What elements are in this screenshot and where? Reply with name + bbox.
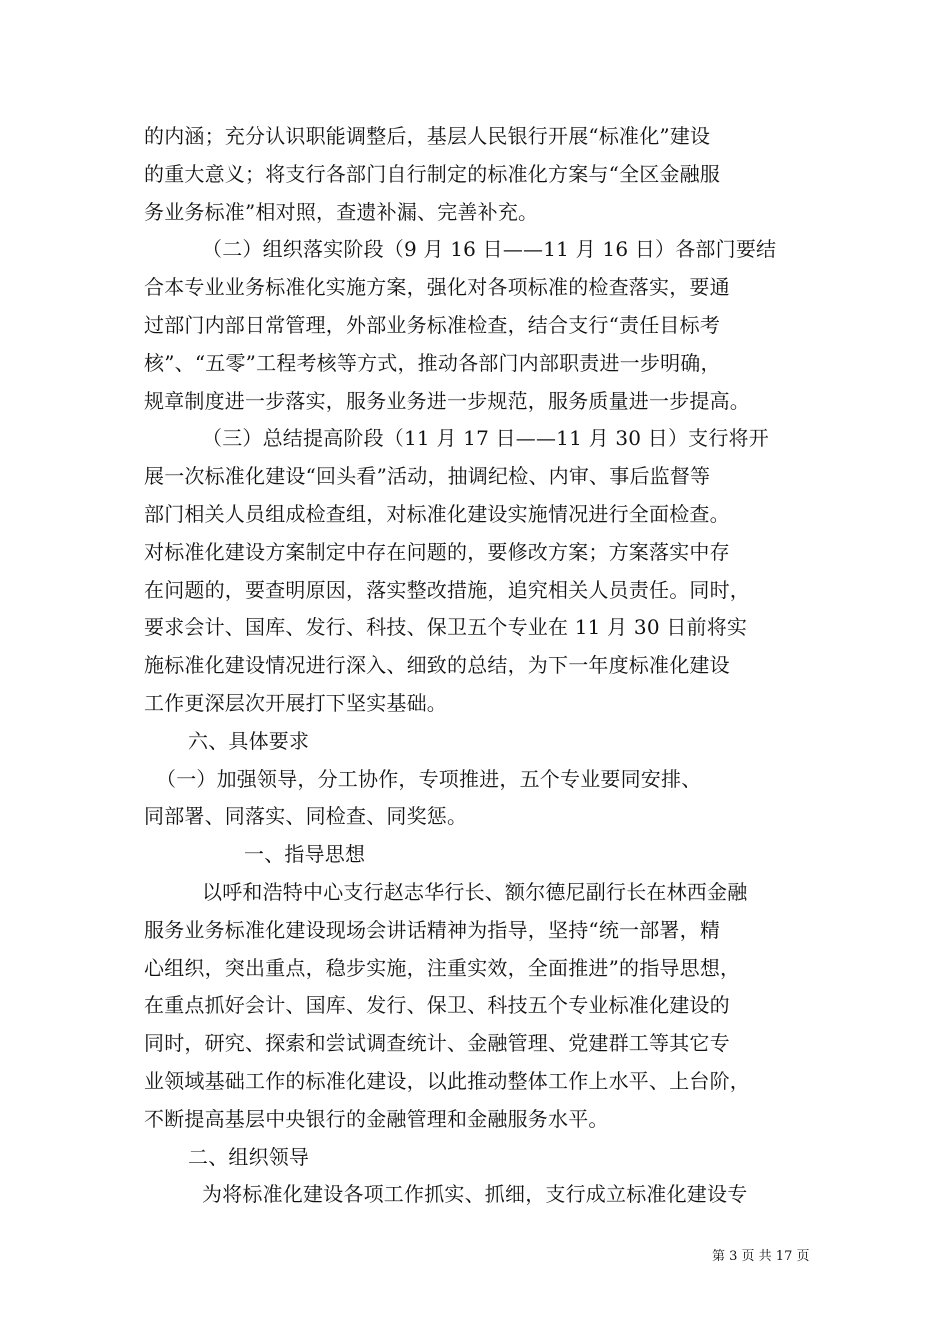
section-heading: 一、指导思想: [244, 842, 366, 867]
text-line: 过部门内部日常管理，外部业务标准检查，结合支行“责任目标考: [144, 312, 721, 337]
text-line: 服务业务标准化建设现场会讲话精神为指导，坚持“统一部署，精: [144, 917, 721, 942]
page-number-footer: 第 3 页 共 17 页: [712, 1249, 810, 1264]
text-line: 规章制度进一步落实，服务业务进一步规范，服务质量进一步提高。: [144, 388, 750, 413]
section-heading: 六、具体要求: [188, 728, 310, 753]
text-line: 对标准化建设方案制定中存在问题的，要修改方案；方案落实中存: [144, 539, 730, 564]
text-line: 业领域基础工作的标准化建设，以此推动整体工作上水平、上台阶，: [144, 1068, 750, 1093]
text-line: 同时，研究、探索和尝试调查统计、金融管理、党建群工等其它专: [144, 1031, 730, 1056]
text-line: 不断提高基层中央银行的金融管理和金融服务水平。: [144, 1106, 609, 1131]
paragraph-start-line: 为将标准化建设各项工作抓实、抓细，支行成立标准化建设专: [202, 1182, 748, 1207]
paragraph-start-line: （一）加强领导，分工协作，专项推进，五个专业要同安排、: [156, 766, 702, 791]
section-heading: 二、组织领导: [188, 1144, 310, 1169]
document-body: [144, 118, 824, 1214]
text-line: 工作更深层次开展打下坚实基础。: [144, 690, 447, 715]
text-line: 核”、“五零”工程考核等方式，推动各部门内部职责进一步明确，: [144, 350, 721, 375]
paragraph-start-line: （三）总结提高阶段（11 月 17 日——11 月 30 日）支行将开: [202, 426, 769, 451]
text-line: 心组织，突出重点，稳步实施，注重实效，全面推进”的指导思想，: [144, 955, 741, 980]
text-line: 的内涵；充分认识职能调整后，基层人民银行开展“标准化”建设: [144, 124, 711, 148]
text-line: 务业务标准”相对照，查遗补漏、完善补充。: [144, 199, 539, 224]
text-line: 的重大意义；将支行各部门自行制定的标准化方案与“全区金融服: [144, 161, 721, 186]
text-line: 同部署、同落实、同检查、同奖惩。: [144, 804, 468, 829]
text-line: 在问题的，要查明原因，落实整改措施，追究相关人员责任。同时，: [144, 577, 750, 602]
text-line: 施标准化建设情况进行深入、细致的总结，为下一年度标准化建设: [144, 653, 730, 678]
text-line: 在重点抓好会计、国库、发行、保卫、科技五个专业标准化建设的: [144, 993, 730, 1018]
text-line: 部门相关人员组成检查组，对标准化建设实施情况进行全面检查。: [144, 501, 730, 526]
text-line: 展一次标准化建设“回头看”活动，抽调纪检、内审、事后监督等: [144, 464, 711, 489]
paragraph-start-line: （二）组织落实阶段（9 月 16 日——11 月 16 日）各部门要结: [202, 237, 777, 262]
text-line: 合本专业业务标准化实施方案，强化对各项标准的检查落实，要通: [144, 275, 730, 300]
paragraph-start-line: 以呼和浩特中心支行赵志华行长、额尔德尼副行长在林西金融: [202, 879, 748, 904]
text-line: 要求会计、国库、发行、科技、保卫五个专业在 11 月 30 日前将实: [144, 615, 748, 640]
